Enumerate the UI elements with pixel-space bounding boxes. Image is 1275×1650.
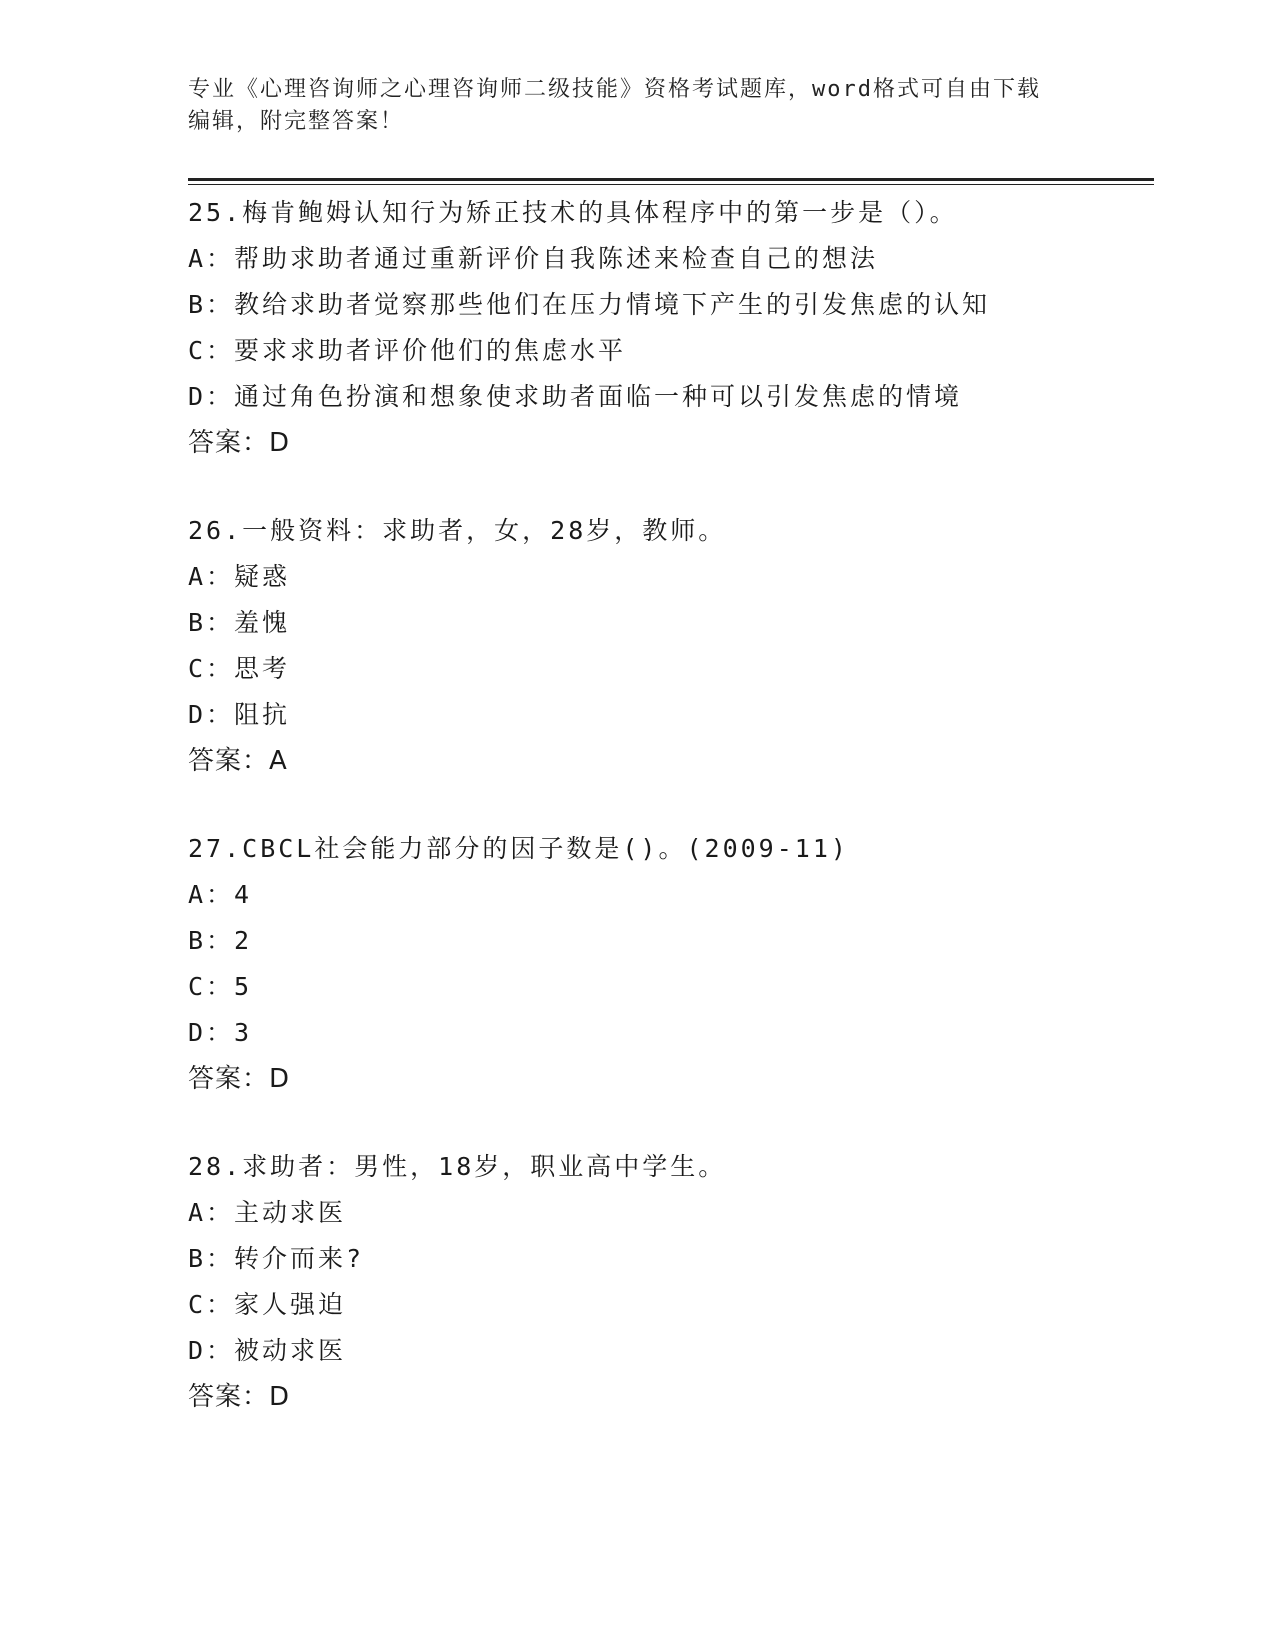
question-stem: 28.求助者：男性，18岁，职业高中学生。 xyxy=(188,1152,727,1181)
option-b: B：羞愧 xyxy=(188,608,291,637)
answer: 答案：D xyxy=(188,1064,291,1094)
question-stem: 27.CBCL社会能力部分的因子数是()。(2009-11) xyxy=(188,834,849,863)
header-rule-thick xyxy=(188,178,1154,181)
question-28 xyxy=(188,1144,1154,1420)
question-27 xyxy=(188,826,1154,1102)
option-d: D：被动求医 xyxy=(188,1336,347,1365)
option-a: A：帮助求助者通过重新评价自我陈述来检查自己的想法 xyxy=(188,244,879,273)
option-c: C：思考 xyxy=(188,654,291,683)
header-rule-thin xyxy=(188,184,1154,185)
option-c: C：5 xyxy=(188,972,253,1001)
header-line-2: 编辑，附完整答案！ xyxy=(188,109,405,134)
document-header xyxy=(188,74,1088,138)
option-b: B：教给求助者觉察那些他们在压力情境下产生的引发焦虑的认知 xyxy=(188,290,991,319)
question-stem: 25.梅肯鲍姆认知行为矫正技术的具体程序中的第一步是（）。 xyxy=(188,198,958,227)
option-d: D：通过角色扮演和想象使求助者面临一种可以引发焦虑的情境 xyxy=(188,382,963,411)
option-c: C：要求求助者评价他们的焦虑水平 xyxy=(188,336,627,365)
header-line-1: 专业《心理咨询师之心理咨询师二级技能》资格考试题库，word格式可自由下载 xyxy=(188,77,1041,102)
question-list xyxy=(188,190,1154,1462)
question-stem: 26.一般资料：求助者，女，28岁，教师。 xyxy=(188,516,727,545)
option-b: B：2 xyxy=(188,926,253,955)
answer: 答案：A xyxy=(188,746,288,776)
answer: 答案：D xyxy=(188,1382,291,1412)
question-26 xyxy=(188,508,1154,784)
option-a: A：疑惑 xyxy=(188,562,291,591)
option-b: B：转介而来? xyxy=(188,1244,365,1273)
option-d: D：阻抗 xyxy=(188,700,291,729)
answer: 答案：D xyxy=(188,428,291,458)
option-a: A：4 xyxy=(188,880,253,909)
option-a: A：主动求医 xyxy=(188,1198,347,1227)
option-d: D：3 xyxy=(188,1018,253,1047)
option-c: C：家人强迫 xyxy=(188,1290,347,1319)
question-25 xyxy=(188,190,1154,466)
